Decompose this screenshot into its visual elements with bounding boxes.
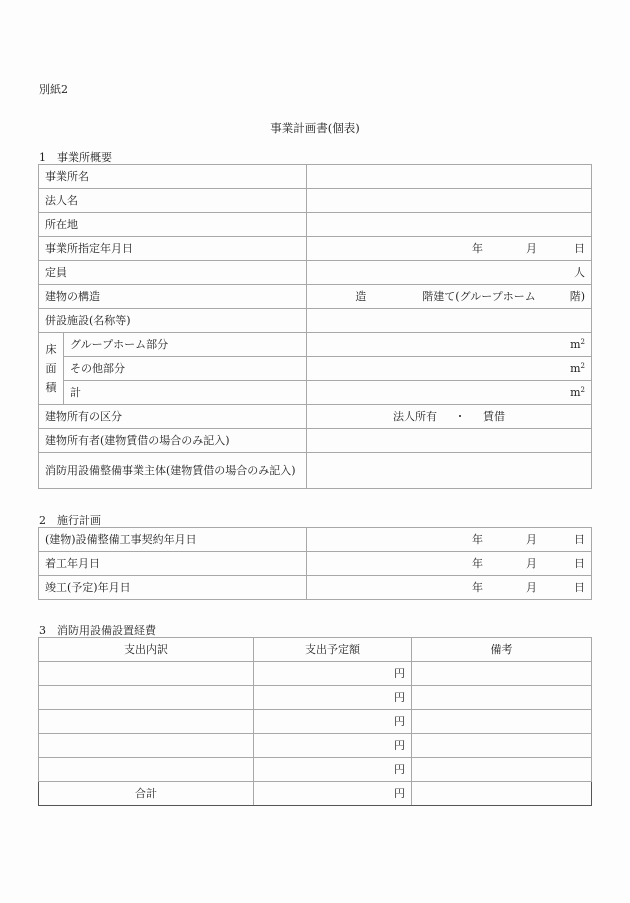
annex-facility-field[interactable] <box>307 309 592 333</box>
table-row <box>39 758 592 782</box>
table-row <box>39 309 592 333</box>
table-row <box>39 662 592 686</box>
building-structure-label: 建物の構造 <box>39 285 307 309</box>
sqm-unit: m <box>570 338 581 351</box>
table-row <box>39 552 592 576</box>
cost-item-field[interactable] <box>39 710 254 734</box>
month-unit: 月 <box>526 581 537 594</box>
day-unit: 日 <box>574 581 585 594</box>
cost-item-field[interactable] <box>39 758 254 782</box>
year-unit: 年 <box>472 557 483 570</box>
completion-date-label: 竣工(予定)年月日 <box>39 576 307 600</box>
cost-item-field[interactable] <box>39 734 254 758</box>
floor-area-label <box>39 333 64 405</box>
table-row <box>39 686 592 710</box>
sqm-unit: m <box>570 386 581 399</box>
yen-unit: 円 <box>394 763 405 776</box>
section1-heading <box>39 149 112 165</box>
designation-date-label: 事業所指定年月日 <box>39 237 307 261</box>
table-row <box>39 333 592 357</box>
table-row <box>39 165 592 189</box>
designation-date-field[interactable] <box>307 237 592 261</box>
ownership-label: 建物所有の区分 <box>39 405 307 429</box>
ownership-option-lease[interactable]: 賃借 <box>483 410 505 423</box>
building-owner-field[interactable] <box>307 429 592 453</box>
document-title: 事業計画書(個表) <box>270 121 360 135</box>
gh-floor-unit: 階) <box>569 290 585 303</box>
yen-unit: 円 <box>394 691 405 704</box>
total-row <box>39 782 592 806</box>
table-row <box>39 357 592 381</box>
completion-date-field[interactable] <box>307 576 592 600</box>
ownership-field <box>307 405 592 429</box>
floor-area-char: 積 <box>45 381 57 394</box>
yen-unit: 円 <box>394 715 405 728</box>
month-unit: 月 <box>526 242 537 255</box>
ownership-separator: ・ <box>454 410 466 423</box>
cost-note-field[interactable] <box>412 734 592 758</box>
cost-note-field[interactable] <box>412 662 592 686</box>
gh-area-field[interactable] <box>307 333 592 357</box>
table-header-row <box>39 638 592 662</box>
ownership-option-corporate[interactable]: 法人所有 <box>393 410 437 423</box>
table-row <box>39 710 592 734</box>
table-row <box>39 237 592 261</box>
start-date-field[interactable] <box>307 552 592 576</box>
total-amount-field[interactable] <box>254 782 412 806</box>
section1-title: 事業所概要 <box>57 151 112 164</box>
address-label: 所在地 <box>39 213 307 237</box>
month-unit: 月 <box>526 557 537 570</box>
gh-area-label: グループホーム部分 <box>64 333 307 357</box>
table-row <box>39 453 592 489</box>
sqm-sup: 2 <box>580 362 585 370</box>
capacity-label: 定員 <box>39 261 307 285</box>
total-label: 合計 <box>39 782 254 806</box>
table-row <box>39 261 592 285</box>
floors-unit: 階建て(グループホーム <box>422 290 536 303</box>
sqm-unit: m <box>570 362 581 375</box>
total-area-field[interactable] <box>307 381 592 405</box>
cost-amount-field[interactable] <box>254 686 412 710</box>
floor-area-char: 床 <box>45 343 57 356</box>
yen-unit: 円 <box>394 787 405 800</box>
cost-amount-field[interactable] <box>254 710 412 734</box>
fire-equipment-cost-table <box>38 637 592 806</box>
column-header-amount: 支出予定額 <box>254 638 412 662</box>
column-header-note: 備考 <box>412 638 592 662</box>
start-date-label: 着工年月日 <box>39 552 307 576</box>
other-area-label: その他部分 <box>64 357 307 381</box>
building-structure-field[interactable] <box>307 285 592 309</box>
address-field[interactable] <box>307 213 592 237</box>
table-row <box>39 213 592 237</box>
yen-unit: 円 <box>394 739 405 752</box>
sqm-sup: 2 <box>580 386 585 394</box>
month-unit: 月 <box>526 533 537 546</box>
yen-unit: 円 <box>394 667 405 680</box>
year-unit: 年 <box>472 242 483 255</box>
structure-unit: 造 <box>355 290 367 303</box>
section2-number: 2 <box>39 514 46 527</box>
cost-amount-field[interactable] <box>254 758 412 782</box>
other-area-field[interactable] <box>307 357 592 381</box>
total-area-label: 計 <box>64 381 307 405</box>
column-header-item: 支出内訳 <box>39 638 254 662</box>
contract-date-field[interactable] <box>307 528 592 552</box>
table-row <box>39 734 592 758</box>
section1-number: 1 <box>39 151 46 164</box>
operator-label: 消防用設備整備事業主体(建物賃借の場合のみ記入) <box>39 453 307 489</box>
cost-amount-field[interactable] <box>254 734 412 758</box>
total-note-field[interactable] <box>412 782 592 806</box>
table-row <box>39 528 592 552</box>
year-unit: 年 <box>472 581 483 594</box>
year-unit: 年 <box>472 533 483 546</box>
table-row <box>39 429 592 453</box>
section2-heading <box>39 512 101 528</box>
table-row <box>39 285 592 309</box>
cost-note-field[interactable] <box>412 710 592 734</box>
facility-overview-table <box>38 164 592 489</box>
contract-date-label: (建物)設備整備工事契約年月日 <box>39 528 307 552</box>
persons-unit: 人 <box>574 266 585 279</box>
section2-title: 施行計画 <box>57 514 101 527</box>
floor-area-char: 面 <box>45 362 57 375</box>
corporation-name-field[interactable] <box>307 189 592 213</box>
cost-item-field[interactable] <box>39 662 254 686</box>
table-row <box>39 189 592 213</box>
section3-number: 3 <box>39 624 46 637</box>
table-row <box>39 381 592 405</box>
table-row <box>39 576 592 600</box>
cost-amount-field[interactable] <box>254 662 412 686</box>
section3-title: 消防用設備設置経費 <box>57 624 156 637</box>
day-unit: 日 <box>574 557 585 570</box>
facility-name-label: 事業所名 <box>39 165 307 189</box>
building-owner-label: 建物所有者(建物賃借の場合のみ記入) <box>39 429 307 453</box>
annex-facility-label: 併設施設(名称等) <box>39 309 307 333</box>
construction-plan-table <box>38 527 592 600</box>
cost-item-field[interactable] <box>39 686 254 710</box>
annex-label: 別紙2 <box>39 83 68 96</box>
operator-field[interactable] <box>307 453 592 489</box>
sqm-sup: 2 <box>580 338 585 346</box>
facility-name-field[interactable] <box>307 165 592 189</box>
day-unit: 日 <box>574 533 585 546</box>
cost-note-field[interactable] <box>412 686 592 710</box>
capacity-field[interactable] <box>307 261 592 285</box>
day-unit: 日 <box>574 242 585 255</box>
cost-note-field[interactable] <box>412 758 592 782</box>
corporation-name-label: 法人名 <box>39 189 307 213</box>
section3-heading <box>39 622 156 638</box>
table-row <box>39 405 592 429</box>
